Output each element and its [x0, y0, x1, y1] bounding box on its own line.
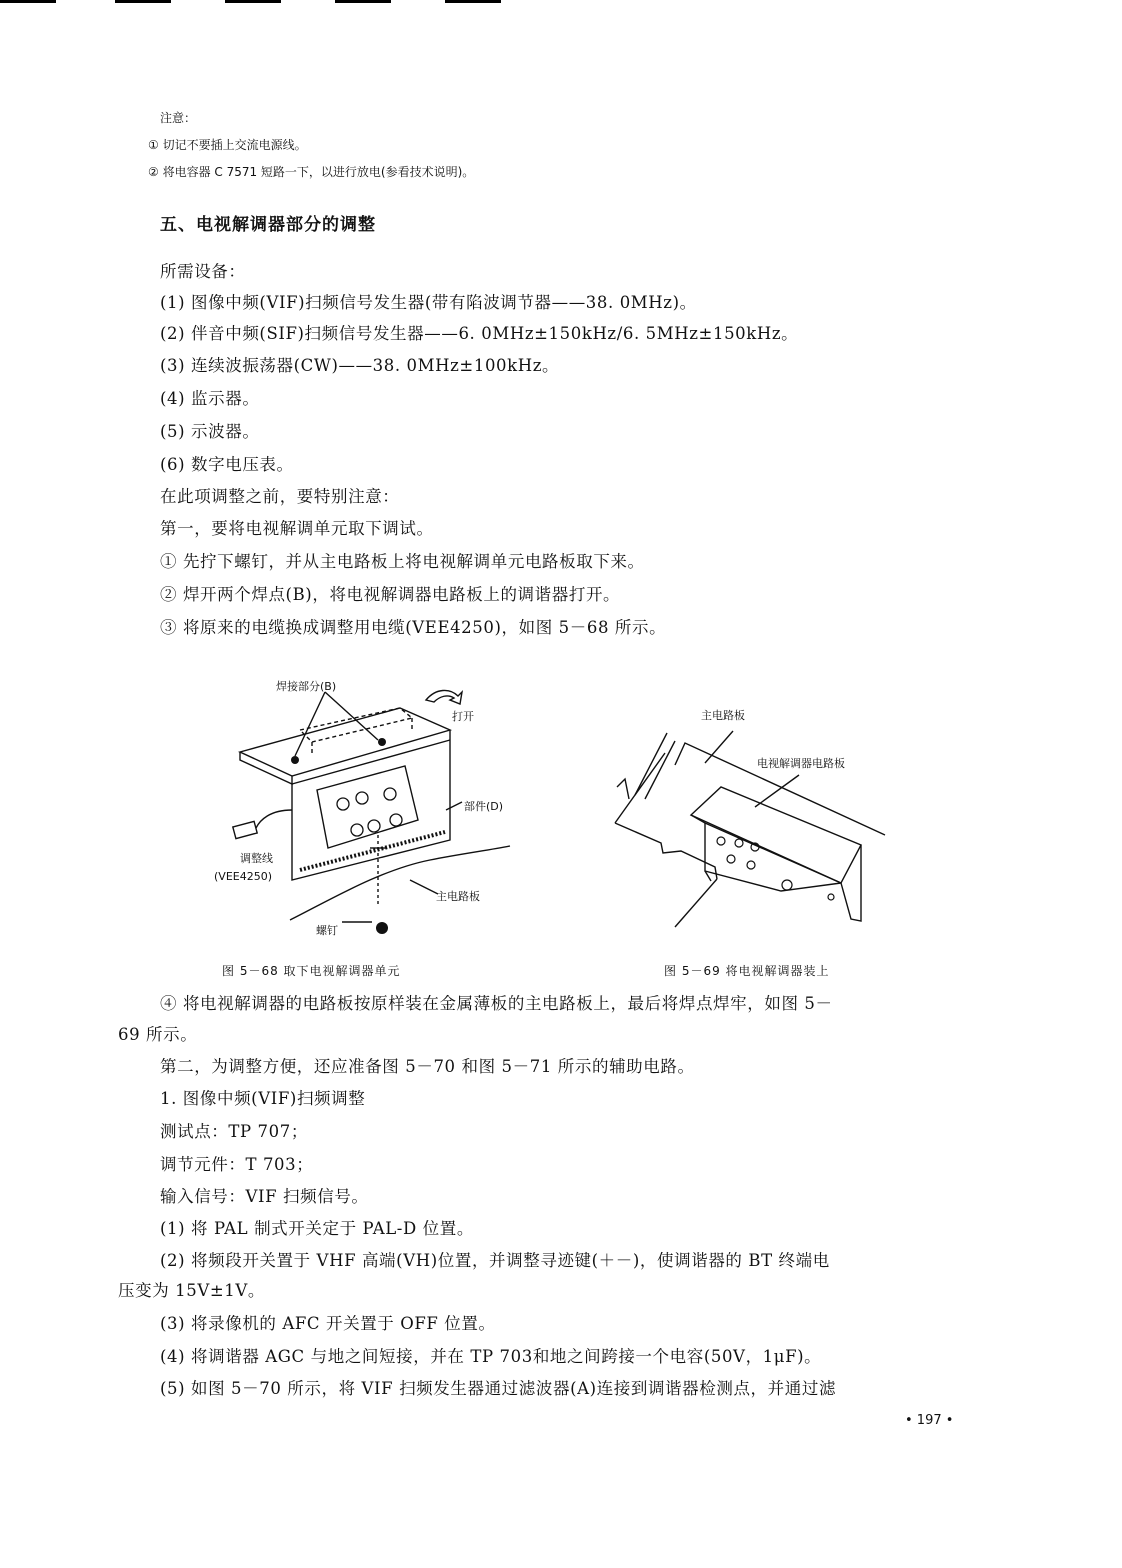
equipment-item: (5) 示波器。 [160, 422, 260, 441]
section-heading: 五、电视解调器部分的调整 [160, 215, 376, 235]
equipment-item: (6) 数字电压表。 [160, 455, 294, 474]
figure-5-69 [605, 695, 905, 955]
precaution-step: ② 焊开两个焊点(B)，将电视解调器电路板上的调谐器打开。 [160, 585, 621, 604]
label-demod-board: 电视解调器电路板 [757, 757, 845, 770]
vif-input: 输入信号：VIF 扫频信号。 [160, 1187, 369, 1206]
scan-bar [445, 0, 501, 3]
figure-5-68 [200, 670, 540, 940]
label-cable: 调整线 [240, 852, 273, 865]
equipment-item: (3) 连续波振荡器(CW)——38. 0MHz±100kHz。 [160, 356, 560, 375]
page-number: • 197 • [905, 1413, 954, 1428]
step4-line1: ④ 将电视解调器的电路板按原样装在金属薄板的主电路板上，最后将焊点焊牢，如图 5－ [160, 994, 833, 1013]
equipment-item: (1) 图像中频(VIF)扫频信号发生器(带有陷波调节器——38. 0MHz)。 [160, 293, 697, 312]
equipment-item: (4) 监示器。 [160, 389, 260, 408]
scan-bar [225, 0, 281, 3]
vif-step-cont: 压变为 15V±1V。 [118, 1281, 265, 1300]
vif-step: (5) 如图 5－70 所示，将 VIF 扫频发生器通过滤波器(A)连接到调谐器检测点，并通过滤 [160, 1379, 837, 1398]
step4-line2: 69 所示。 [118, 1025, 198, 1044]
note-item: ② 将电容器 C 7571 短路一下，以进行放电(参看技术说明)。 [148, 165, 475, 179]
vif-step: (3) 将录像机的 AFC 开关置于 OFF 位置。 [160, 1314, 496, 1333]
label-main-board: 主电路板 [701, 709, 745, 722]
second-note: 第二，为调整方便，还应准备图 5－70 和图 5－71 所示的辅助电路。 [160, 1057, 695, 1076]
precaution-step: ③ 将原来的电缆换成调整用电缆(VEE4250)，如图 5－68 所示。 [160, 618, 667, 637]
scan-bar [0, 0, 56, 3]
vif-title: 1. 图像中频(VIF)扫频调整 [160, 1089, 366, 1108]
figure-5-68-caption: 图 5－68 取下电视解调器单元 [222, 964, 401, 978]
precautions-first: 第一，要将电视解调单元取下调试。 [160, 519, 434, 538]
label-screw: 螺钉 [316, 924, 338, 937]
scan-bar [115, 0, 171, 3]
label-main-board: 主电路板 [436, 890, 480, 903]
scan-bar [335, 0, 391, 3]
notes-title: 注意： [160, 111, 197, 125]
label-open: 打开 [452, 710, 474, 723]
vif-test-point: 测试点：TP 707； [160, 1122, 308, 1141]
precaution-step: ① 先拧下螺钉，并从主电路板上将电视解调单元电路板取下来。 [160, 552, 645, 571]
label-part-d: 部件(D) [464, 800, 504, 813]
label-solder: 焊接部分(B) [276, 680, 337, 693]
label-cable-code: (VEE4250) [214, 870, 273, 883]
equipment-item: (2) 伴音中频(SIF)扫频信号发生器——6. 0MHz±150kHz/6. 5MHz±150kHz。 [160, 324, 799, 343]
vif-step: (4) 将调谐器 AGC 与地之间短接，并在 TP 703和地之间跨接一个电容(50V，1μF)。 [160, 1347, 822, 1366]
figure-5-69-caption: 图 5－69 将电视解调器装上 [664, 964, 830, 978]
vif-adjust: 调节元件：T 703； [160, 1155, 314, 1174]
vif-step: (1) 将 PAL 制式开关定于 PAL-D 位置。 [160, 1219, 474, 1238]
note-item: ① 切记不要插上交流电源线。 [148, 138, 307, 152]
equipment-intro: 所需设备： [160, 262, 246, 281]
vif-step: (2) 将频段开关置于 VHF 高端(VH)位置，并调整寻迹键(＋－)，使调谐器的 BT 终端电 [160, 1251, 830, 1270]
precautions-intro: 在此项调整之前，要特别注意： [160, 487, 400, 506]
